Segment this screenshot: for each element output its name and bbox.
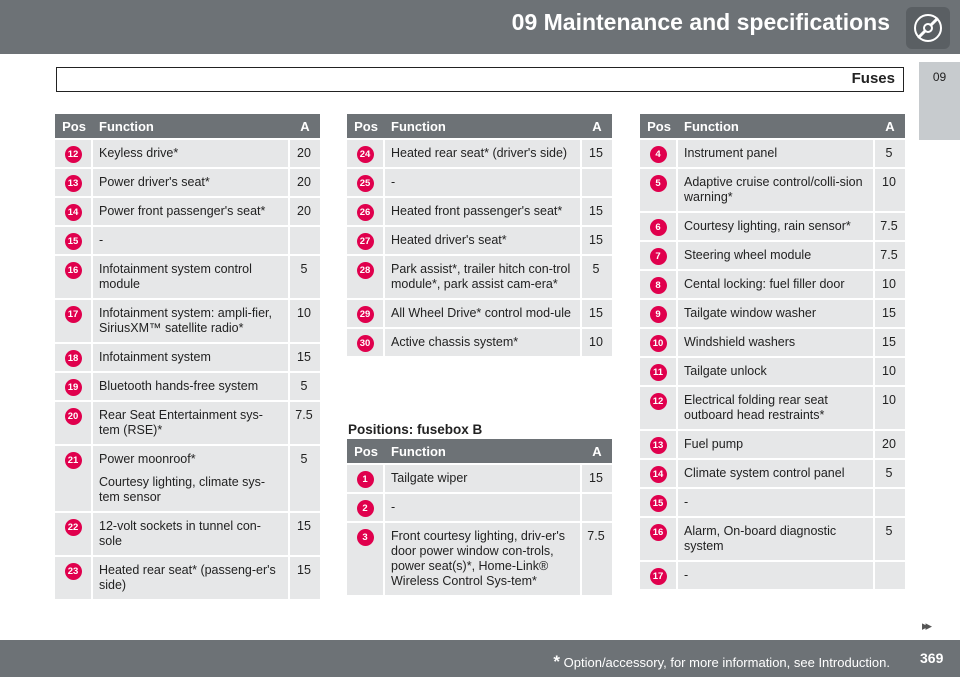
table-row xyxy=(640,387,905,429)
function-text: Steering wheel module xyxy=(684,248,812,262)
position-badge: 29 xyxy=(357,306,374,323)
table-row xyxy=(347,300,612,327)
position-badge: 27 xyxy=(357,233,374,250)
function-text: Bluetooth hands-free system xyxy=(99,379,259,393)
position-cell xyxy=(347,523,385,595)
position-badge: 10 xyxy=(650,335,667,352)
column-header-pos: Pos xyxy=(640,114,678,138)
function-cell xyxy=(678,300,875,327)
position-badge: 21 xyxy=(65,452,82,469)
amperage-cell xyxy=(582,494,612,521)
column-header-amp: A xyxy=(290,114,320,138)
column-header-amp: A xyxy=(582,439,612,463)
table-row xyxy=(347,227,612,254)
function-text: Heated rear seat* (driver's side) xyxy=(391,146,568,160)
position-cell xyxy=(640,242,678,269)
fuse-table-right xyxy=(640,112,905,591)
function-cell xyxy=(93,198,290,225)
function-text: Fuel pump xyxy=(684,437,744,451)
position-badge: 15 xyxy=(65,233,82,250)
table-row xyxy=(640,358,905,385)
function-cell xyxy=(678,213,875,240)
double-chevron-right-icon[interactable]: ▸▸ xyxy=(922,618,930,633)
amperage-cell: 20 xyxy=(290,140,320,167)
fuse-table-left xyxy=(55,112,320,601)
amperage-cell xyxy=(875,562,905,589)
position-cell xyxy=(347,300,385,327)
amperage-cell: 5 xyxy=(875,518,905,560)
function-cell xyxy=(678,242,875,269)
position-cell xyxy=(55,198,93,225)
table-row xyxy=(347,256,612,298)
position-cell xyxy=(55,169,93,196)
function-cell xyxy=(93,344,290,371)
function-text: Power driver's seat* xyxy=(99,175,210,189)
function-text: - xyxy=(391,500,396,514)
table-row xyxy=(55,513,320,555)
amperage-cell: 10 xyxy=(582,329,612,356)
function-cell xyxy=(93,227,290,254)
function-cell xyxy=(385,329,582,356)
function-text: 12-volt sockets in tunnel con-sole xyxy=(99,519,261,548)
fuse-table-middle xyxy=(347,112,612,358)
position-badge: 9 xyxy=(650,306,667,323)
function-cell xyxy=(385,227,582,254)
table-row xyxy=(640,489,905,516)
amperage-cell xyxy=(582,169,612,196)
function-text: Park assist*, trailer hitch con-trol module*, park assist cam-era* xyxy=(391,262,571,291)
function-text: Rear Seat Entertainment sys-tem (RSE)* xyxy=(99,408,263,437)
column-header-amp: A xyxy=(875,114,905,138)
function-cell xyxy=(385,300,582,327)
amperage-cell: 5 xyxy=(290,256,320,298)
position-badge: 18 xyxy=(65,350,82,367)
amperage-cell: 10 xyxy=(875,358,905,385)
amperage-cell: 15 xyxy=(582,198,612,225)
table-header-row xyxy=(347,114,612,138)
column-header-pos: Pos xyxy=(347,114,385,138)
amperage-cell: 5 xyxy=(290,373,320,400)
function-cell xyxy=(678,431,875,458)
function-cell xyxy=(385,198,582,225)
function-text: Power moonroof* xyxy=(99,452,196,466)
function-text: Front courtesy lighting, driv-er's door power window con-trols, power seat(s)*, Home-Link® Wireless Control Sys-tem* xyxy=(391,529,565,588)
function-cell xyxy=(93,256,290,298)
function-cell xyxy=(385,494,582,521)
position-cell xyxy=(640,387,678,429)
table-row xyxy=(347,329,612,356)
position-badge: 12 xyxy=(650,393,667,410)
amperage-cell: 7.5 xyxy=(582,523,612,595)
function-text: - xyxy=(684,568,689,582)
function-cell xyxy=(93,557,290,599)
position-cell xyxy=(55,300,93,342)
position-badge: 12 xyxy=(65,146,82,163)
position-badge: 22 xyxy=(65,519,82,536)
position-badge: 14 xyxy=(650,466,667,483)
position-badge: 24 xyxy=(357,146,374,163)
table-row xyxy=(347,465,612,492)
position-badge: 5 xyxy=(650,175,667,192)
column-header-pos: Pos xyxy=(55,114,93,138)
amperage-cell: 10 xyxy=(875,271,905,298)
table-row xyxy=(55,198,320,225)
position-badge: 16 xyxy=(650,524,667,541)
position-cell xyxy=(55,557,93,599)
function-text: Infotainment system xyxy=(99,350,211,364)
position-badge: 25 xyxy=(357,175,374,192)
table-header-row xyxy=(347,439,612,463)
function-cell xyxy=(385,169,582,196)
table-row xyxy=(640,329,905,356)
amperage-cell: 15 xyxy=(875,300,905,327)
amperage-cell: 20 xyxy=(290,198,320,225)
function-text: Climate system control panel xyxy=(684,466,845,480)
function-text: Active chassis system* xyxy=(391,335,519,349)
table-row xyxy=(640,242,905,269)
table-header-row xyxy=(55,114,320,138)
footnote-star: * xyxy=(553,652,561,671)
position-badge: 6 xyxy=(650,219,667,236)
function-text: Power front passenger's seat* xyxy=(99,204,266,218)
position-badge: 11 xyxy=(650,364,667,381)
header-bar xyxy=(0,0,960,54)
function-cell xyxy=(93,402,290,444)
position-badge: 4 xyxy=(650,146,667,163)
table-row xyxy=(55,557,320,599)
amperage-cell: 20 xyxy=(875,431,905,458)
table-row xyxy=(55,402,320,444)
column-header-function: Function xyxy=(385,439,582,463)
table-row xyxy=(347,169,612,196)
chapter-title: 09 Maintenance and specifications xyxy=(511,9,890,35)
position-cell xyxy=(55,446,93,511)
table-header-row xyxy=(640,114,905,138)
amperage-cell: 5 xyxy=(290,446,320,511)
function-cell xyxy=(678,358,875,385)
function-cell xyxy=(678,140,875,167)
function-text: Infotainment system: ampli-fier, SiriusXM™ satellite radio* xyxy=(99,306,272,335)
position-badge: 20 xyxy=(65,408,82,425)
section-title: Fuses xyxy=(851,70,895,87)
footnote-text: Option/accessory, for more information, see Introduction. xyxy=(563,655,890,670)
position-badge: 13 xyxy=(65,175,82,192)
position-badge: 15 xyxy=(650,495,667,512)
table-row xyxy=(347,140,612,167)
function-cell xyxy=(93,169,290,196)
table-row xyxy=(55,344,320,371)
table-row xyxy=(55,169,320,196)
column-header-function: Function xyxy=(678,114,875,138)
function-cell xyxy=(93,300,290,342)
function-text: Heated driver's seat* xyxy=(391,233,507,247)
amperage-cell xyxy=(875,489,905,516)
fusebox-b-title: Positions: fusebox B xyxy=(348,422,483,437)
table-row xyxy=(55,446,320,511)
position-cell xyxy=(55,513,93,555)
function-cell xyxy=(385,465,582,492)
position-badge: 14 xyxy=(65,204,82,221)
position-cell xyxy=(347,465,385,492)
amperage-cell: 15 xyxy=(582,227,612,254)
function-text: Windshield washers xyxy=(684,335,796,349)
position-cell xyxy=(640,300,678,327)
position-cell xyxy=(640,169,678,211)
function-text: Electrical folding rear seat outboard head restraints* xyxy=(684,393,828,422)
table-row xyxy=(640,213,905,240)
position-cell xyxy=(347,198,385,225)
table-row xyxy=(347,198,612,225)
wrench-gear-icon xyxy=(906,7,950,49)
position-badge: 16 xyxy=(65,262,82,279)
function-text: Infotainment system control module xyxy=(99,262,252,291)
position-cell xyxy=(55,402,93,444)
function-text: All Wheel Drive* control mod-ule xyxy=(391,306,571,320)
footer-bar xyxy=(0,640,960,677)
function-text: Tailgate unlock xyxy=(684,364,767,378)
amperage-cell: 7.5 xyxy=(875,242,905,269)
table-row xyxy=(640,431,905,458)
function-text-secondary: Courtesy lighting, climate sys-tem sensor xyxy=(99,475,266,504)
function-text: - xyxy=(684,495,689,509)
amperage-cell: 5 xyxy=(875,140,905,167)
function-cell xyxy=(678,562,875,589)
position-badge: 13 xyxy=(650,437,667,454)
position-cell xyxy=(640,358,678,385)
amperage-cell xyxy=(290,227,320,254)
amperage-cell: 15 xyxy=(290,513,320,555)
function-cell xyxy=(93,513,290,555)
function-text: - xyxy=(391,175,396,189)
function-text: Adaptive cruise control/colli-sion warning* xyxy=(684,175,863,204)
amperage-cell: 10 xyxy=(875,387,905,429)
function-text: Keyless drive* xyxy=(99,146,179,160)
function-cell xyxy=(678,329,875,356)
position-badge: 7 xyxy=(650,248,667,265)
position-cell xyxy=(640,271,678,298)
column-header-function: Function xyxy=(93,114,290,138)
table-row xyxy=(55,300,320,342)
amperage-cell: 10 xyxy=(290,300,320,342)
position-cell xyxy=(347,256,385,298)
position-badge: 26 xyxy=(357,204,374,221)
table-row xyxy=(640,271,905,298)
position-cell xyxy=(347,169,385,196)
function-cell xyxy=(385,256,582,298)
footnote xyxy=(553,652,890,672)
function-text: Heated rear seat* (passeng-er's side) xyxy=(99,563,276,592)
table-row xyxy=(55,140,320,167)
function-text: - xyxy=(99,233,104,247)
position-badge: 3 xyxy=(357,529,374,546)
amperage-cell: 7.5 xyxy=(290,402,320,444)
function-text: Cental locking: fuel filler door xyxy=(684,277,845,291)
position-badge: 17 xyxy=(65,306,82,323)
function-text: Instrument panel xyxy=(684,146,778,160)
position-cell xyxy=(640,213,678,240)
position-badge: 23 xyxy=(65,563,82,580)
position-cell xyxy=(55,344,93,371)
amperage-cell: 5 xyxy=(582,256,612,298)
table-row xyxy=(640,562,905,589)
table-row xyxy=(55,227,320,254)
column-header-function: Function xyxy=(385,114,582,138)
function-cell xyxy=(385,140,582,167)
table-row xyxy=(640,300,905,327)
function-text: Heated front passenger's seat* xyxy=(391,204,563,218)
position-cell xyxy=(640,140,678,167)
amperage-cell: 15 xyxy=(582,300,612,327)
amperage-cell: 15 xyxy=(582,465,612,492)
amperage-cell: 15 xyxy=(290,344,320,371)
position-cell xyxy=(640,518,678,560)
position-cell xyxy=(640,431,678,458)
chapter-tab[interactable] xyxy=(919,62,960,140)
position-badge: 2 xyxy=(357,500,374,517)
chapter-tab-label: 09 xyxy=(932,70,947,84)
position-cell xyxy=(640,329,678,356)
function-cell xyxy=(678,518,875,560)
table-row xyxy=(347,523,612,595)
position-badge: 28 xyxy=(357,262,374,279)
table-row xyxy=(640,169,905,211)
function-text: Tailgate window washer xyxy=(684,306,817,320)
table-row xyxy=(640,460,905,487)
position-badge: 17 xyxy=(650,568,667,585)
position-badge: 30 xyxy=(357,335,374,352)
position-cell xyxy=(55,373,93,400)
function-cell xyxy=(93,140,290,167)
position-cell xyxy=(55,256,93,298)
table-row xyxy=(347,494,612,521)
fuse-table-fusebox-b xyxy=(347,437,612,597)
function-cell xyxy=(93,373,290,400)
amperage-cell: 15 xyxy=(290,557,320,599)
function-cell xyxy=(678,271,875,298)
position-cell xyxy=(347,227,385,254)
table-row xyxy=(55,256,320,298)
column-header-amp: A xyxy=(582,114,612,138)
function-cell xyxy=(385,523,582,595)
amperage-cell: 15 xyxy=(582,140,612,167)
position-cell xyxy=(640,489,678,516)
function-text: Tailgate wiper xyxy=(391,471,468,485)
function-cell xyxy=(678,489,875,516)
table-row xyxy=(640,140,905,167)
function-text: Courtesy lighting, rain sensor* xyxy=(684,219,851,233)
position-cell xyxy=(55,227,93,254)
amperage-cell: 10 xyxy=(875,169,905,211)
position-badge: 1 xyxy=(357,471,374,488)
position-cell xyxy=(640,460,678,487)
table-row xyxy=(55,373,320,400)
column-header-pos: Pos xyxy=(347,439,385,463)
position-cell xyxy=(347,494,385,521)
amperage-cell: 15 xyxy=(875,329,905,356)
position-cell xyxy=(55,140,93,167)
amperage-cell: 20 xyxy=(290,169,320,196)
function-text: Alarm, On-board diagnostic system xyxy=(684,524,837,553)
section-header xyxy=(56,67,904,92)
page-number: 369 xyxy=(920,650,944,666)
position-cell xyxy=(347,329,385,356)
position-cell xyxy=(640,562,678,589)
position-badge: 19 xyxy=(65,379,82,396)
function-cell xyxy=(678,387,875,429)
function-cell xyxy=(678,460,875,487)
amperage-cell: 7.5 xyxy=(875,213,905,240)
position-cell xyxy=(347,140,385,167)
position-badge: 8 xyxy=(650,277,667,294)
amperage-cell: 5 xyxy=(875,460,905,487)
function-cell xyxy=(93,446,290,511)
function-cell xyxy=(678,169,875,211)
table-row xyxy=(640,518,905,560)
